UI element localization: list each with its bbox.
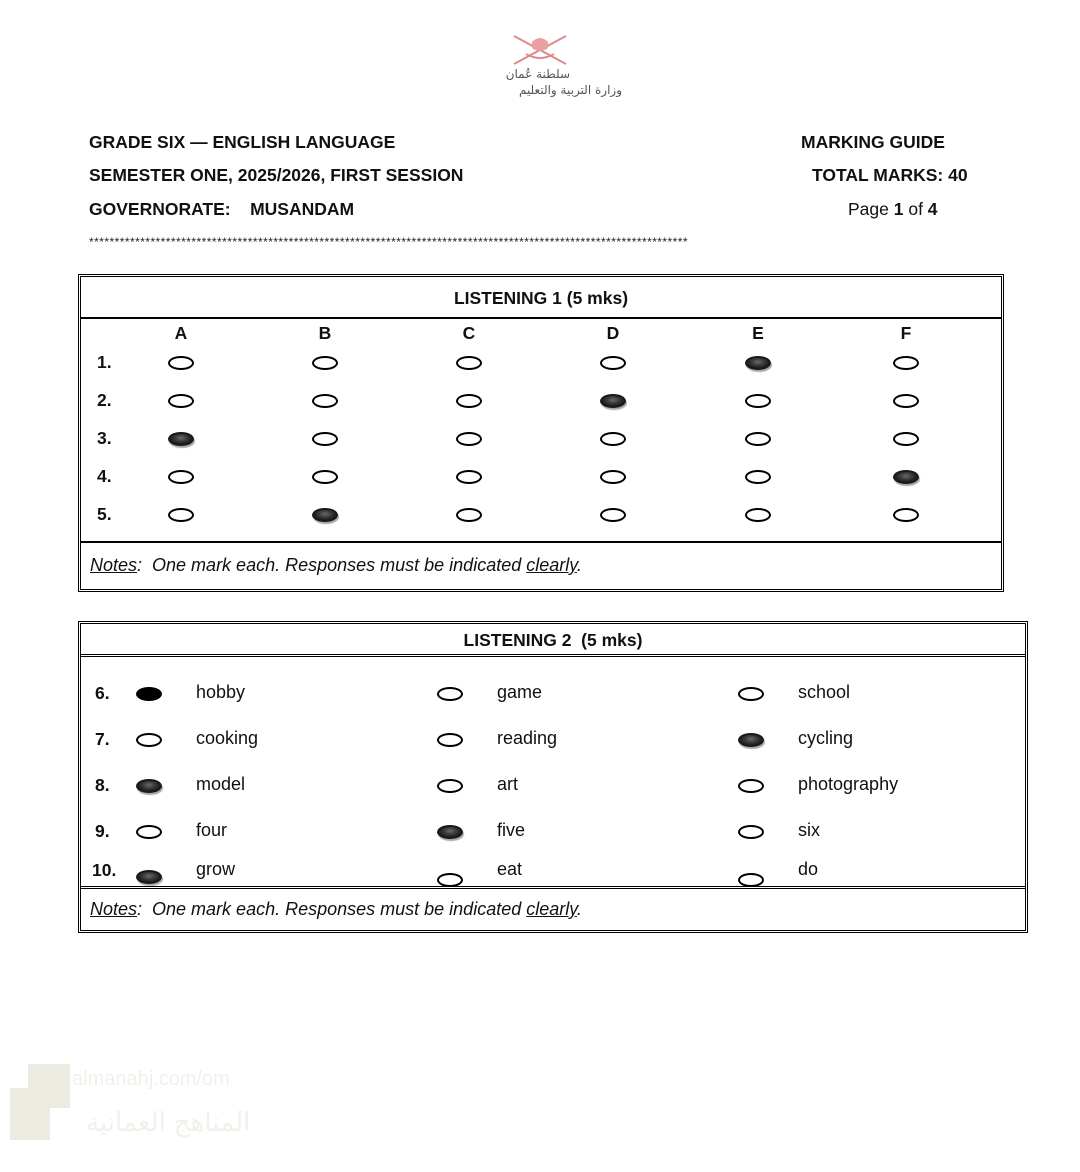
watermark-logo-block [28, 1088, 70, 1108]
marking-guide-label: MARKING GUIDE [801, 132, 945, 152]
option-label: hobby [196, 682, 246, 702]
listening1-title: LISTENING 1 (5 mks) [81, 277, 1001, 319]
column-header-c: C [462, 323, 476, 343]
option-label: cooking [196, 728, 259, 748]
page-prefix: Page [848, 199, 894, 219]
answer-bubble[interactable] [738, 873, 764, 887]
listening2-title: LISTENING 2 (5 mks) [81, 624, 1025, 657]
grade-title: GRADE SIX — ENGLISH LANGUAGE [89, 132, 396, 152]
answer-bubble-c[interactable] [456, 356, 482, 370]
answer-bubble-d[interactable] [600, 356, 626, 370]
question-number: 8. [95, 775, 110, 795]
answer-bubble[interactable] [136, 825, 162, 839]
column-header-a: A [174, 323, 188, 343]
question-number: 10. [92, 860, 117, 880]
option-label: photography [798, 774, 899, 794]
listening2-table [78, 621, 1028, 933]
question-number: 1. [97, 352, 112, 372]
option-label: do [798, 859, 819, 879]
question-number: 5. [97, 504, 112, 524]
answer-bubble[interactable] [738, 687, 764, 701]
answer-bubble-filled-e[interactable] [745, 356, 771, 370]
answer-bubble-b[interactable] [312, 394, 338, 408]
answer-bubble-f[interactable] [893, 432, 919, 446]
total-marks: TOTAL MARKS: 40 [812, 165, 968, 185]
answer-bubble-d[interactable] [600, 470, 626, 484]
page-of: of [903, 199, 928, 219]
answer-bubble-filled[interactable] [136, 687, 162, 701]
column-header-b: B [318, 323, 332, 343]
emblem-icon [452, 32, 628, 100]
answer-bubble-filled[interactable] [437, 825, 463, 839]
answer-bubble-a[interactable] [168, 508, 194, 522]
option-label: cycling [798, 728, 854, 748]
option-label: six [798, 820, 820, 840]
option-label: game [497, 682, 543, 702]
watermark-url: almanahj.com/om [72, 1068, 230, 1090]
notes-body: : One mark each. Responses must be indicated [137, 555, 527, 575]
answer-bubble-f[interactable] [893, 356, 919, 370]
page-indicator [848, 199, 938, 220]
question-number: 2. [97, 390, 112, 410]
notes-body: : One mark each. Responses must be indicated [137, 899, 527, 919]
column-header-e: E [752, 323, 764, 343]
semester-title: SEMESTER ONE, 2025/2026, FIRST SESSION [89, 165, 464, 185]
answer-bubble[interactable] [437, 687, 463, 701]
option-label: model [196, 774, 246, 794]
answer-bubble-filled-f[interactable] [893, 470, 919, 484]
notes-label: Notes [90, 899, 138, 919]
option-label: eat [497, 859, 523, 879]
notes-label: Notes [90, 555, 138, 575]
option-label: grow [196, 859, 236, 879]
answer-bubble[interactable] [738, 825, 764, 839]
question-number: 9. [95, 821, 110, 841]
answer-bubble-a[interactable] [168, 470, 194, 484]
answer-bubble[interactable] [437, 873, 463, 887]
answer-bubble-c[interactable] [456, 394, 482, 408]
answer-bubble-c[interactable] [456, 432, 482, 446]
notes-emphasis: clearly [526, 899, 577, 919]
answer-bubble-f[interactable] [893, 508, 919, 522]
answer-bubble-filled-a[interactable] [168, 432, 194, 446]
listening1-notes [81, 541, 1001, 589]
answer-bubble-a[interactable] [168, 394, 194, 408]
governorate-title: GOVERNORATE: MUSANDAM [89, 199, 355, 219]
answer-bubble[interactable] [738, 779, 764, 793]
answer-bubble-e[interactable] [745, 508, 771, 522]
logo-arabic-line-1: سلطنة عُمان [505, 67, 570, 81]
notes-emphasis: clearly [526, 555, 577, 575]
answer-bubble-e[interactable] [745, 394, 771, 408]
answer-bubble-filled[interactable] [738, 733, 764, 747]
page-current: 1 [893, 199, 904, 219]
notes-end: . [576, 899, 582, 919]
answer-bubble-filled-b[interactable] [312, 508, 338, 522]
answer-bubble-d[interactable] [600, 508, 626, 522]
option-label: five [497, 820, 526, 840]
answer-bubble-e[interactable] [745, 470, 771, 484]
option-label: school [798, 682, 851, 702]
column-header-d: D [606, 323, 620, 343]
answer-bubble-c[interactable] [456, 470, 482, 484]
answer-bubble-d[interactable] [600, 432, 626, 446]
answer-bubble-a[interactable] [168, 356, 194, 370]
listening1-table [78, 274, 1004, 592]
logo-arabic-line-2: وزارة التربية والتعليم [518, 83, 622, 97]
question-number: 4. [97, 466, 112, 486]
answer-bubble[interactable] [437, 779, 463, 793]
answer-bubble-filled[interactable] [136, 779, 162, 793]
answer-bubble-filled-d[interactable] [600, 394, 626, 408]
question-number: 7. [95, 729, 110, 749]
option-label: four [196, 820, 228, 840]
answer-bubble-e[interactable] [745, 432, 771, 446]
page-total: 4 [927, 199, 938, 219]
column-header-f: F [900, 323, 912, 343]
answer-bubble[interactable] [437, 733, 463, 747]
answer-bubble[interactable] [136, 733, 162, 747]
watermark-arabic: المناهج العمانية [86, 1108, 251, 1138]
question-number: 3. [97, 428, 112, 448]
answer-bubble-b[interactable] [312, 470, 338, 484]
answer-bubble-b[interactable] [312, 432, 338, 446]
question-number: 6. [95, 683, 110, 703]
option-label: art [497, 774, 519, 794]
option-label: reading [497, 728, 558, 748]
answer-bubble-c[interactable] [456, 508, 482, 522]
answer-bubble-filled[interactable] [136, 870, 162, 884]
separator-line: ********************************************************************************************************************* [89, 235, 689, 249]
notes-end: . [576, 555, 582, 575]
ministry-logo [452, 32, 628, 100]
answer-bubble-f[interactable] [893, 394, 919, 408]
answer-bubble-b[interactable] [312, 356, 338, 370]
listening2-notes [81, 886, 1025, 930]
